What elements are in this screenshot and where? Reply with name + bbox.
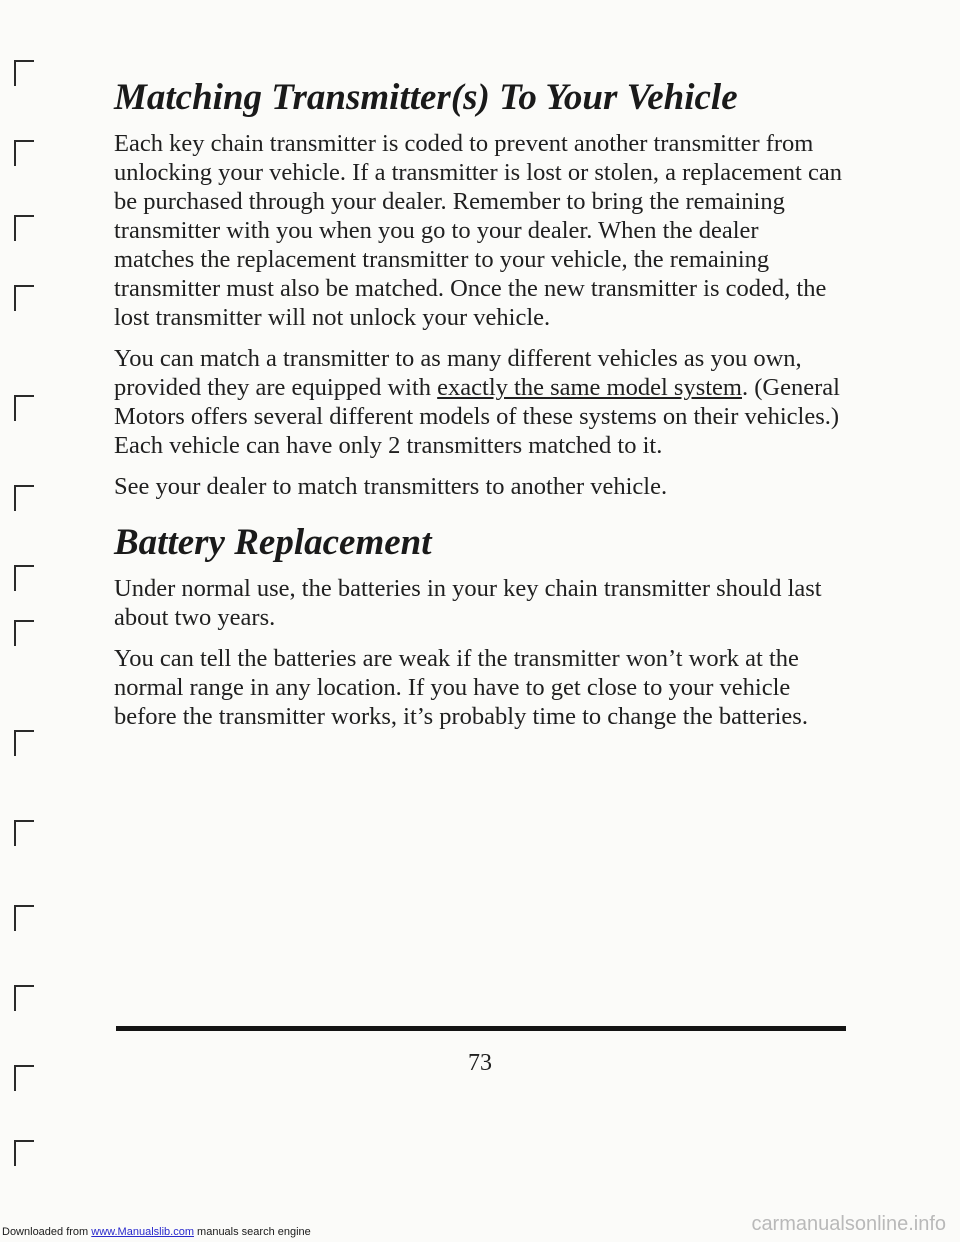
binding-mark: [14, 730, 34, 756]
section-heading-battery-replacement: Battery Replacement: [114, 522, 432, 563]
binding-mark: [14, 60, 34, 86]
paragraph-multiple-vehicles: [114, 344, 844, 460]
paragraph-text: You can match a transmitter to as many different vehicles as you own, provided they are equipped with: [114, 345, 802, 401]
paragraph-see-dealer: See your dealer to match transmitters to another vehicle.: [114, 473, 668, 500]
binding-mark: [14, 140, 34, 166]
paragraph-weak-battery: You can tell the batteries are weak if the transmitter won’t work at the normal range in any location. If you have to get close to your vehicle before the transmitter works, it’s probably time to change the batteries.: [114, 645, 808, 730]
footer-divider: [116, 1026, 846, 1031]
paragraph-battery-life: Under normal use, the batteries in your key chain transmitter should last about two years.: [114, 575, 822, 631]
underlined-emphasis: exactly the same model system: [437, 374, 742, 401]
manualslib-link[interactable]: www.Manualslib.com: [91, 1226, 194, 1238]
binding-mark: [14, 985, 34, 1011]
watermark: carmanualsonline.info: [751, 1213, 946, 1235]
binding-mark: [14, 395, 34, 421]
paragraph-text: . (General Motors offers several different models of these systems on their vehicles.) Each vehicle can have only 2 transmitters matched to it.: [114, 374, 840, 459]
binding-mark: [14, 215, 34, 241]
binding-mark: [14, 565, 34, 591]
section-heading-matching-transmitters: Matching Transmitter(s) To Your Vehicle: [114, 77, 738, 118]
banner-prefix: Downloaded from: [2, 1226, 92, 1238]
download-banner: [2, 1226, 311, 1238]
paragraph-transmitter-coding: Each key chain transmitter is coded to prevent another transmitter from unlocking your vehicle. If a transmitter is lost or stolen, a replacement can be purchased through your dealer. Remember to bring the remaining transmitter with you when you go to your dealer. When the dealer matches the replacement transmitter to your vehicle, the remaining transmitter must also be matched. Once the new transmitter is coded, the lost transmitter will not unlock your vehicle.: [114, 130, 842, 331]
binding-mark: [14, 1140, 34, 1166]
binding-mark: [14, 485, 34, 511]
binding-mark: [14, 620, 34, 646]
page-content: [114, 76, 844, 743]
binding-mark: [14, 820, 34, 846]
binding-mark: [14, 285, 34, 311]
banner-suffix: manuals search engine: [193, 1226, 311, 1238]
binding-mark: [14, 905, 34, 931]
page-number: 73: [468, 1050, 492, 1076]
